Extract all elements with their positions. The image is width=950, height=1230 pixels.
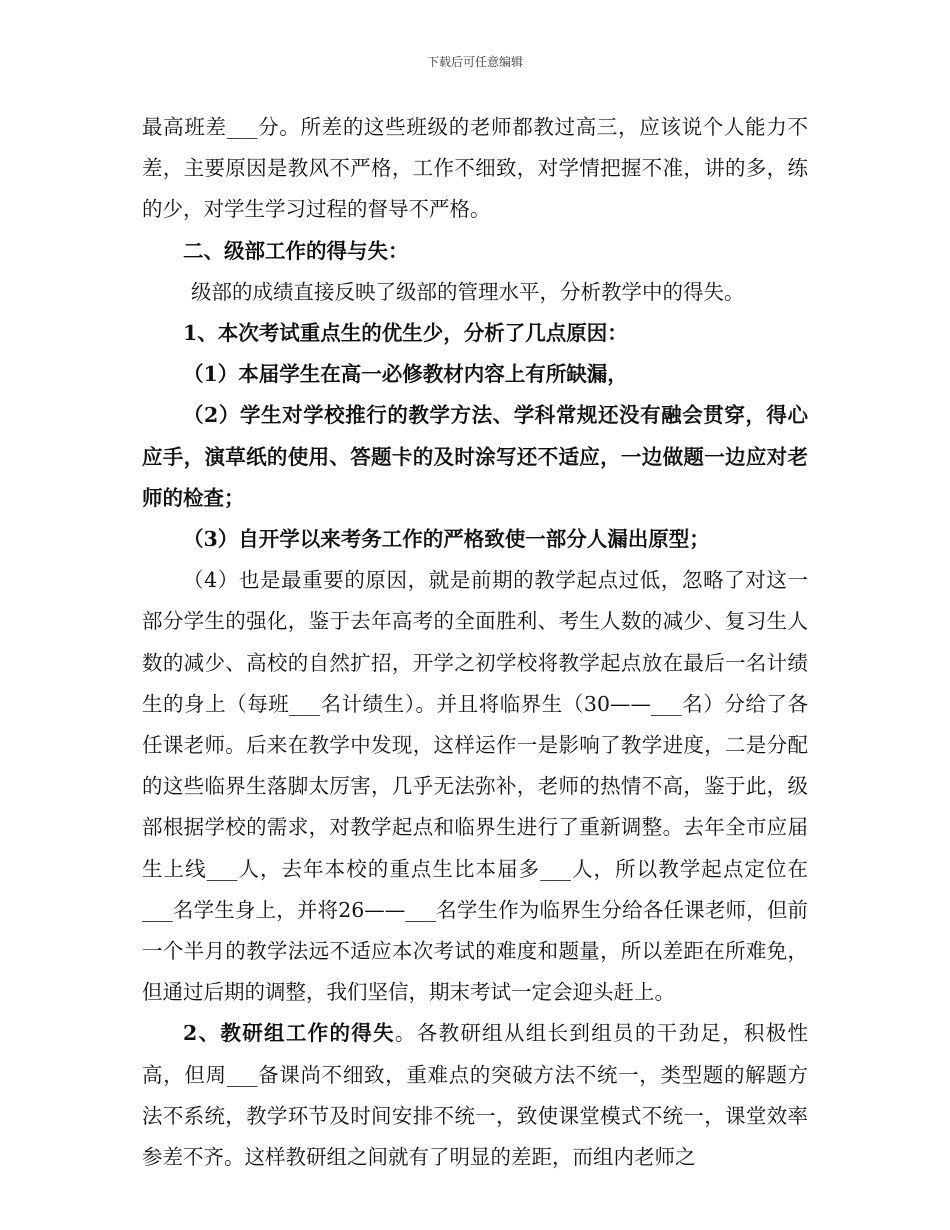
- paragraph: [142, 1013, 808, 1178]
- page-header: 下载后可任意编辑: [426, 55, 523, 69]
- reason-item: （1）本届学生在高一必修教材内容上有所缺漏，: [183, 362, 628, 387]
- paragraph-text: 。各教研组从组长到组员的干劲足，积极性高，但周___备课尚不细致，重难点的突破方法不统一，类型题的解题方法不系统，教学环节及时间安排不统一，致使课堂模式不统一，课堂效率参差不齐。这样教研组之间就有了明显的差距，而组内老师之: [142, 1021, 809, 1170]
- document-body: [142, 107, 808, 1178]
- reason-item: （4）也是最重要的原因，就是前期的教学起点过低，忽略了对这一部分学生的强化，鉴于去年高考的全面胜利、考生人数的减少、复习生人数的减少、高校的自然扩招，开学之初学校将教学起点放在最后一名计绩生的身上（每班___名计绩生）。并且将临界生（30——___名）分给了各任课老师。后来在教学中发现，这样运作一是影响了教学进度，二是分配的这些临界生落脚太厉害，几乎无法弥补，老师的热情不高，鉴于此，级部根据学校的需求，对教学起点和临界生进行了重新调整。去年全市应届生上线___人，去年本校的重点生比本届多___人，所以教学起点定位在___名学生身上，并将26——___名学生作为临界生分给各任课老师，但前一个半月的教学法远不适应本次考试的难度和题量，所以差距在所难免，但通过后期的调整，我们坚信，期末考试一定会迎头赶上。: [142, 568, 808, 1005]
- subheading: 1、本次考试重点生的优生少，分析了几点原因：: [183, 321, 628, 346]
- paragraph: 级部的成绩直接反映了级部的管理水平，分析教学中的得失。: [191, 279, 745, 304]
- reason-item: （2）学生对学校推行的教学方法、学科常规还没有融会贯穿，得心应手，演草纸的使用、答题卡的及时涂写还不适应，一边做题一边应对老师的检查；: [142, 403, 808, 510]
- inline-heading: 2、教研组工作的得失: [183, 1021, 395, 1046]
- section-heading: 二、级部工作的得与失：: [183, 238, 409, 263]
- paragraph-continued: 最高班差___分。所差的这些班级的老师都教过高三，应该说个人能力不差，主要原因是教风不严格，工作不细致，对学情把握不准，讲的多，练的少，对学生学习过程的督导不严格。: [142, 115, 808, 222]
- reason-item: （3）自开学以来考务工作的严格致使一部分人漏出原型；: [183, 527, 710, 552]
